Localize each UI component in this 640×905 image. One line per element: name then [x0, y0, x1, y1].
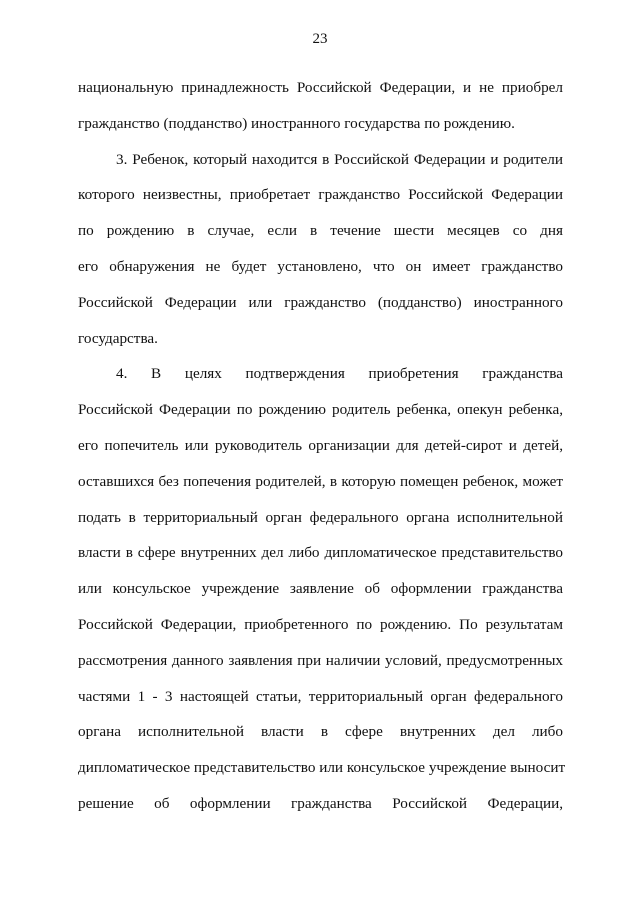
text-line: 4. В целях подтверждения приобретения гражданства [116, 365, 563, 383]
text-line: государства. [78, 329, 158, 347]
text-line: оставшихся без попечения родителей, в которую помещен ребенок, может [78, 472, 563, 490]
text-line: рассмотрения данного заявления при наличии условий, предусмотренных [78, 651, 563, 669]
text-line: органа исполнительной власти в сфере внутренних дел либо [78, 723, 563, 741]
text-line: частями 1 - 3 настоящей статьи, территориальный орган федерального [78, 687, 563, 705]
text-line: дипломатическое представительство или консульское учреждение выносит [78, 759, 566, 777]
text-line: или консульское учреждение заявление об оформлении гражданства [78, 580, 563, 598]
paragraph [78, 150, 563, 365]
text-line: его обнаружения не будет установлено, что он имеет гражданство [78, 257, 563, 275]
text-line: Российской Федерации или гражданство (подданство) иностранного [78, 293, 563, 311]
text-line: решение об оформлении гражданства Российской Федерации, [78, 794, 563, 812]
text-line: гражданство (подданство) иностранного государства по рождению. [78, 114, 515, 132]
text-line: национальную принадлежность Российской Федерации, и не приобрел [78, 79, 563, 96]
page-number: 23 [312, 31, 328, 47]
text-line: Российской Федерации по рождению родитель ребенка, опекун ребенка, [78, 401, 563, 419]
text-line: которого неизвестны, приобретает гражданство Российской Федерации [78, 186, 563, 204]
text-line: его попечитель или руководитель организации для детей-сирот и детей, [78, 436, 563, 454]
paragraph [78, 78, 563, 150]
text-line: подать в территориальный орган федерального органа исполнительной [78, 508, 563, 526]
text-line: по рождению в случае, если в течение шести месяцев со дня [78, 222, 563, 240]
text-line: 3. Ребенок, который находится в Российской Федерации и родители [116, 150, 563, 168]
paragraph [78, 364, 566, 829]
document-body [78, 78, 566, 830]
text-line: Российской Федерации, приобретенного по рождению. По результатам [78, 615, 563, 633]
text-line: власти в сфере внутренних дел либо дипломатическое представительство [78, 544, 563, 562]
